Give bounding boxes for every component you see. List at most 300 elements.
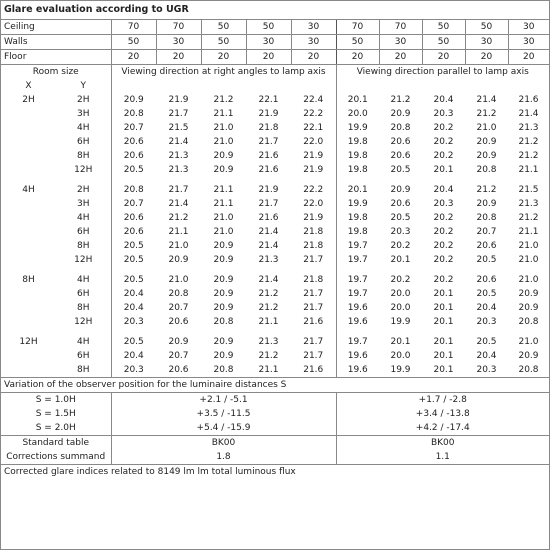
ugr-value: 21.7 (258, 137, 279, 147)
ugr-value: 20.8 (518, 365, 539, 375)
reflectance-value: 20 (156, 50, 201, 65)
ugr-value: 20.9 (213, 337, 234, 347)
ugr-value: 20.9 (518, 303, 539, 313)
table-row (1, 149, 549, 163)
x-size: 12H (19, 337, 38, 347)
ugr-value: 20.9 (476, 137, 497, 147)
ugr-value: 19.6 (347, 303, 368, 313)
ugr-value: 20.8 (213, 317, 234, 327)
ugr-value: 20.2 (433, 137, 454, 147)
ugr-value: 20.3 (476, 317, 497, 327)
ugr-value: 19.9 (390, 365, 411, 375)
table-row (1, 287, 549, 301)
ugr-value: 20.7 (123, 199, 144, 209)
table-row (1, 315, 549, 329)
ugr-value: 21.8 (291, 273, 336, 287)
y-size: 6H (56, 135, 111, 149)
ugr-value: 20.2 (433, 227, 454, 237)
variation-distance: S = 2.0H (1, 421, 111, 436)
ugr-value: 20.8 (476, 165, 497, 175)
ugr-value: 20.4 (123, 289, 144, 299)
ugr-value: 21.9 (258, 109, 279, 119)
ugr-value: 20.8 (476, 213, 497, 223)
ugr-value: 21.0 (476, 123, 497, 133)
ugr-value: 20.9 (476, 199, 497, 209)
reflectance-value: 20 (508, 50, 549, 65)
ugr-value: 20.9 (213, 275, 234, 285)
variation-parallel: +1.7 / -2.8 (336, 393, 549, 408)
ugr-value: 21.4 (168, 199, 189, 209)
ugr-value: 20.7 (168, 303, 189, 313)
ugr-value: 21.1 (168, 227, 189, 237)
x-size (1, 225, 56, 239)
ugr-value: 21.2 (518, 137, 539, 147)
ugr-value: 20.1 (433, 337, 454, 347)
ugr-value: 20.5 (476, 255, 497, 265)
table-row (1, 363, 549, 378)
x-size: 8H (22, 275, 35, 285)
ugr-value: 21.3 (168, 151, 189, 161)
ugr-value: 20.0 (390, 303, 411, 313)
variation-distance: S = 1.5H (1, 407, 111, 421)
ugr-value: 21.8 (258, 123, 279, 133)
ugr-value: 20.3 (390, 227, 411, 237)
ugr-value: 20.1 (347, 95, 368, 105)
ugr-value: 21.9 (291, 211, 336, 225)
ugr-value: 21.2 (258, 303, 279, 313)
ugr-value: 21.2 (476, 109, 497, 119)
ugr-value: 20.9 (213, 165, 234, 175)
ugr-value: 21.7 (291, 335, 336, 349)
ugr-value: 19.6 (347, 365, 368, 375)
ugr-value: 19.8 (347, 227, 368, 237)
ugr-value: 20.2 (433, 213, 454, 223)
table-row (1, 301, 549, 315)
ugr-value: 20.1 (433, 351, 454, 361)
page-title: Glare evaluation according to UGR (1, 1, 549, 20)
ugr-value: 19.8 (347, 165, 368, 175)
reflectance-label: Floor (1, 50, 111, 65)
ugr-value: 20.4 (476, 351, 497, 361)
ugr-value: 22.4 (291, 93, 336, 107)
ugr-value: 22.0 (291, 197, 336, 211)
table-row (1, 121, 549, 135)
ugr-value: 20.9 (123, 95, 144, 105)
ugr-value: 21.5 (168, 123, 189, 133)
ugr-value: 21.3 (518, 199, 539, 209)
ugr-value: 19.6 (347, 351, 368, 361)
ugr-value: 21.3 (518, 123, 539, 133)
ugr-value: 21.9 (258, 185, 279, 195)
ugr-value: 20.9 (213, 255, 234, 265)
variation-header (1, 378, 549, 393)
ugr-value: 20.8 (390, 123, 411, 133)
ugr-value: 21.1 (213, 109, 234, 119)
ugr-value: 19.9 (390, 317, 411, 327)
ugr-value: 20.9 (518, 351, 539, 361)
reflectance-value: 30 (291, 35, 336, 50)
ugr-value: 20.4 (123, 303, 144, 313)
reflectance-value: 20 (201, 50, 246, 65)
ugr-value: 19.7 (347, 255, 368, 265)
y-size: 6H (56, 287, 111, 301)
reflectance-value: 20 (111, 50, 156, 65)
ugr-value: 21.0 (213, 123, 234, 133)
ugr-value: 20.2 (433, 275, 454, 285)
ugr-value: 19.7 (347, 289, 368, 299)
y-size: 2H (56, 183, 111, 197)
table-row (1, 183, 549, 197)
table-row (1, 93, 549, 107)
ugr-value: 20.6 (123, 151, 144, 161)
table-row (1, 225, 549, 239)
ugr-value: 20.0 (347, 109, 368, 119)
variation-row (1, 393, 549, 408)
ugr-value: 20.6 (168, 365, 189, 375)
ugr-value: 21.4 (258, 241, 279, 251)
ugr-value: 21.3 (258, 255, 279, 265)
ugr-value: 21.0 (213, 137, 234, 147)
x-size (1, 301, 56, 315)
ugr-value: 20.1 (433, 165, 454, 175)
table-row (1, 335, 549, 349)
table-row (1, 107, 549, 121)
variation-right: +2.1 / -5.1 (111, 393, 336, 408)
ugr-value: 20.7 (476, 227, 497, 237)
ugr-value: 22.1 (258, 95, 279, 105)
reflectance-value: 70 (111, 20, 156, 35)
ugr-value: 20.7 (168, 351, 189, 361)
corrections-parallel: 1.1 (435, 452, 450, 462)
ugr-value: 20.3 (476, 365, 497, 375)
x-size (1, 121, 56, 135)
ugr-value: 20.5 (476, 337, 497, 347)
ugr-value: 20.5 (123, 275, 144, 285)
direction-parallel-label: Viewing direction parallel to lamp axis (356, 67, 529, 77)
y-size: 2H (56, 93, 111, 107)
ugr-value: 21.8 (291, 225, 336, 239)
reflectance-value: 30 (156, 35, 201, 50)
ugr-value: 21.9 (291, 163, 336, 177)
ugr-value: 20.2 (390, 241, 411, 251)
ugr-value: 22.1 (291, 121, 336, 135)
x-label: X (25, 81, 32, 91)
ugr-value: 20.9 (390, 109, 411, 119)
reflectance-value: 50 (201, 20, 246, 35)
ugr-value: 20.5 (123, 337, 144, 347)
ugr-value: 20.2 (433, 255, 454, 265)
reflectance-value: 20 (246, 50, 291, 65)
ugr-value: 20.5 (390, 165, 411, 175)
table-row (1, 239, 549, 253)
ugr-value: 20.5 (123, 241, 144, 251)
table-row (1, 253, 549, 267)
ugr-value: 20.4 (476, 303, 497, 313)
reflectance-row (1, 50, 549, 65)
reflectance-value: 30 (465, 35, 508, 50)
reflectance-label: Walls (1, 35, 111, 50)
ugr-value: 19.8 (347, 213, 368, 223)
ugr-value: 20.4 (123, 351, 144, 361)
ugr-value: 21.9 (291, 149, 336, 163)
ugr-value: 22.2 (291, 183, 336, 197)
corrections-right: 1.8 (111, 450, 336, 465)
ugr-value: 20.2 (433, 123, 454, 133)
y-size: 4H (56, 335, 111, 349)
x-size (1, 163, 56, 177)
ugr-value: 21.2 (258, 289, 279, 299)
ugr-value: 20.7 (123, 123, 144, 133)
ugr-value: 21.5 (518, 185, 539, 195)
x-size (1, 211, 56, 225)
table-row (1, 349, 549, 363)
reflectance-value: 30 (379, 35, 422, 50)
ugr-value: 20.6 (123, 227, 144, 237)
direction-right-label: Viewing direction at right angles to lamp axis (111, 65, 336, 94)
ugr-value: 21.2 (168, 213, 189, 223)
x-size (1, 107, 56, 121)
y-size: 3H (56, 197, 111, 211)
ugr-value: 21.2 (258, 351, 279, 361)
ugr-value: 19.7 (347, 337, 368, 347)
reflectance-value: 20 (422, 50, 465, 65)
ugr-value: 20.9 (213, 151, 234, 161)
ugr-value: 21.7 (291, 253, 336, 267)
reflectance-value: 50 (422, 20, 465, 35)
ugr-value: 20.6 (390, 137, 411, 147)
corrections-row (1, 450, 549, 465)
ugr-value: 21.4 (258, 227, 279, 237)
ugr-value: 21.6 (518, 95, 539, 105)
caption-row (1, 65, 549, 80)
ugr-value: 20.6 (476, 275, 497, 285)
ugr-value: 19.7 (347, 275, 368, 285)
ugr-value: 20.9 (213, 351, 234, 361)
ugr-value: 20.1 (433, 365, 454, 375)
standard-table-right: BK00 (111, 436, 336, 451)
room-size-label: Room size (1, 65, 111, 80)
ugr-value: 19.8 (347, 137, 368, 147)
ugr-value: 21.0 (168, 275, 189, 285)
ugr-value: 21.1 (518, 227, 539, 237)
variation-label: Variation of the observer position for the luminaire distances S (1, 378, 549, 393)
footer-row (1, 465, 549, 480)
x-size (1, 315, 56, 329)
ugr-value: 20.6 (390, 199, 411, 209)
reflectance-value: 50 (246, 20, 291, 35)
variation-parallel: +3.4 / -13.8 (415, 409, 470, 419)
y-size: 4H (56, 211, 111, 225)
reflectance-value: 30 (246, 35, 291, 50)
ugr-value: 19.8 (347, 151, 368, 161)
ugr-value: 22.0 (291, 135, 336, 149)
ugr-value: 20.0 (390, 351, 411, 361)
ugr-value: 21.7 (291, 349, 336, 363)
ugr-value: 21.7 (291, 287, 336, 301)
variation-right: +5.4 / -15.9 (111, 421, 336, 436)
y-size: 8H (56, 239, 111, 253)
x-size (1, 287, 56, 301)
ugr-value: 21.4 (258, 275, 279, 285)
ugr-value: 20.4 (433, 185, 454, 195)
reflectance-value: 50 (111, 35, 156, 50)
ugr-value: 21.2 (518, 151, 539, 161)
ugr-value: 21.3 (168, 165, 189, 175)
reflectance-value: 20 (379, 50, 422, 65)
y-size: 12H (56, 253, 111, 267)
ugr-value: 21.0 (518, 275, 539, 285)
standard-table-label: Standard table (1, 436, 111, 451)
ugr-value: 21.6 (291, 363, 336, 378)
x-size: 2H (22, 95, 35, 105)
reflectance-value: 30 (508, 35, 549, 50)
corrections-label: Corrections summand (1, 450, 111, 465)
ugr-value: 21.4 (518, 109, 539, 119)
variation-row (1, 421, 549, 436)
ugr-value: 20.3 (123, 317, 144, 327)
ugr-value: 21.0 (213, 227, 234, 237)
ugr-value: 21.1 (213, 199, 234, 209)
ugr-value: 21.0 (518, 337, 539, 347)
table-row (1, 273, 549, 287)
y-size: 6H (56, 225, 111, 239)
y-size: 12H (56, 163, 111, 177)
ugr-value: 19.9 (347, 199, 368, 209)
ugr-value: 20.1 (390, 337, 411, 347)
x-size (1, 349, 56, 363)
table-row (1, 211, 549, 225)
ugr-value: 21.4 (476, 95, 497, 105)
reflectance-row (1, 35, 549, 50)
ugr-value: 21.7 (168, 185, 189, 195)
reflectance-value: 50 (422, 35, 465, 50)
ugr-value: 21.7 (291, 301, 336, 315)
ugr-table (1, 20, 549, 479)
ugr-value: 20.1 (433, 289, 454, 299)
x-size (1, 239, 56, 253)
ugr-value: 21.2 (476, 185, 497, 195)
reflectance-value: 50 (336, 35, 379, 50)
ugr-value: 21.8 (291, 239, 336, 253)
ugr-value: 21.1 (258, 365, 279, 375)
ugr-value: 21.9 (168, 95, 189, 105)
y-size: 3H (56, 107, 111, 121)
y-size: 4H (56, 121, 111, 135)
ugr-value: 19.7 (347, 241, 368, 251)
ugr-value: 21.1 (213, 185, 234, 195)
y-label: Y (56, 79, 111, 93)
ugr-value: 20.9 (213, 241, 234, 251)
ugr-value: 21.6 (258, 213, 279, 223)
x-size (1, 149, 56, 163)
reflectance-value: 20 (336, 50, 379, 65)
ugr-value: 20.5 (390, 213, 411, 223)
ugr-value: 21.7 (168, 109, 189, 119)
ugr-value: 20.3 (433, 199, 454, 209)
ugr-value: 20.9 (213, 289, 234, 299)
ugr-value: 20.5 (123, 165, 144, 175)
y-size: 12H (56, 315, 111, 329)
ugr-value: 20.1 (347, 185, 368, 195)
x-size (1, 253, 56, 267)
ugr-value: 21.7 (258, 199, 279, 209)
ugr-value: 20.6 (168, 317, 189, 327)
ugr-value: 20.3 (433, 109, 454, 119)
ugr-value: 20.1 (390, 255, 411, 265)
ugr-value: 21.2 (518, 213, 539, 223)
reflectance-value: 30 (508, 20, 549, 35)
reflectance-value: 70 (379, 20, 422, 35)
ugr-value: 20.6 (476, 241, 497, 251)
ugr-value: 20.2 (433, 241, 454, 251)
reflectance-value: 20 (291, 50, 336, 65)
ugr-value: 20.8 (168, 289, 189, 299)
ugr-value: 20.9 (213, 303, 234, 313)
ugr-value: 21.4 (168, 137, 189, 147)
ugr-value: 20.6 (390, 151, 411, 161)
standard-table-row (1, 436, 549, 451)
ugr-value: 20.6 (123, 137, 144, 147)
reflectance-value: 20 (465, 50, 508, 65)
x-size (1, 363, 56, 378)
ugr-value: 21.0 (518, 255, 539, 265)
ugr-value: 20.9 (168, 255, 189, 265)
y-size: 8H (56, 363, 111, 378)
reflectance-label: Ceiling (1, 20, 111, 35)
y-size: 8H (56, 149, 111, 163)
ugr-value: 20.4 (433, 95, 454, 105)
x-size: 4H (22, 185, 35, 195)
ugr-value: 20.8 (123, 185, 144, 195)
y-size: 6H (56, 349, 111, 363)
standard-table-parallel: BK00 (336, 436, 549, 451)
ugr-value: 20.1 (433, 317, 454, 327)
ugr-value: 21.0 (168, 241, 189, 251)
ugr-value: 21.2 (390, 95, 411, 105)
table-row (1, 135, 549, 149)
table-row (1, 197, 549, 211)
ugr-value: 19.9 (347, 123, 368, 133)
ugr-value: 20.8 (123, 109, 144, 119)
ugr-value: 22.2 (291, 107, 336, 121)
y-size: 8H (56, 301, 111, 315)
variation-row (1, 407, 549, 421)
ugr-value: 21.6 (258, 165, 279, 175)
ugr-value: 20.9 (476, 151, 497, 161)
ugr-value: 20.5 (123, 255, 144, 265)
ugr-value: 20.8 (213, 365, 234, 375)
variation-right: +3.5 / -11.5 (111, 407, 336, 421)
ugr-value: 21.0 (213, 213, 234, 223)
ugr-value: 20.9 (518, 289, 539, 299)
variation-parallel: +4.2 / -17.4 (415, 423, 470, 433)
ugr-value: 20.3 (123, 365, 144, 375)
reflectance-row (1, 20, 549, 35)
ugr-value: 20.2 (390, 275, 411, 285)
variation-distance: S = 1.0H (1, 393, 111, 408)
ugr-value: 19.6 (347, 317, 368, 327)
reflectance-value: 30 (291, 20, 336, 35)
reflectance-value: 70 (156, 20, 201, 35)
ugr-value: 20.1 (433, 303, 454, 313)
ugr-value: 21.0 (518, 241, 539, 251)
table-row (1, 163, 549, 177)
ugr-value: 20.5 (476, 289, 497, 299)
y-size: 4H (56, 273, 111, 287)
ugr-value: 21.6 (258, 151, 279, 161)
ugr-value: 21.6 (291, 315, 336, 329)
reflectance-value: 50 (201, 35, 246, 50)
